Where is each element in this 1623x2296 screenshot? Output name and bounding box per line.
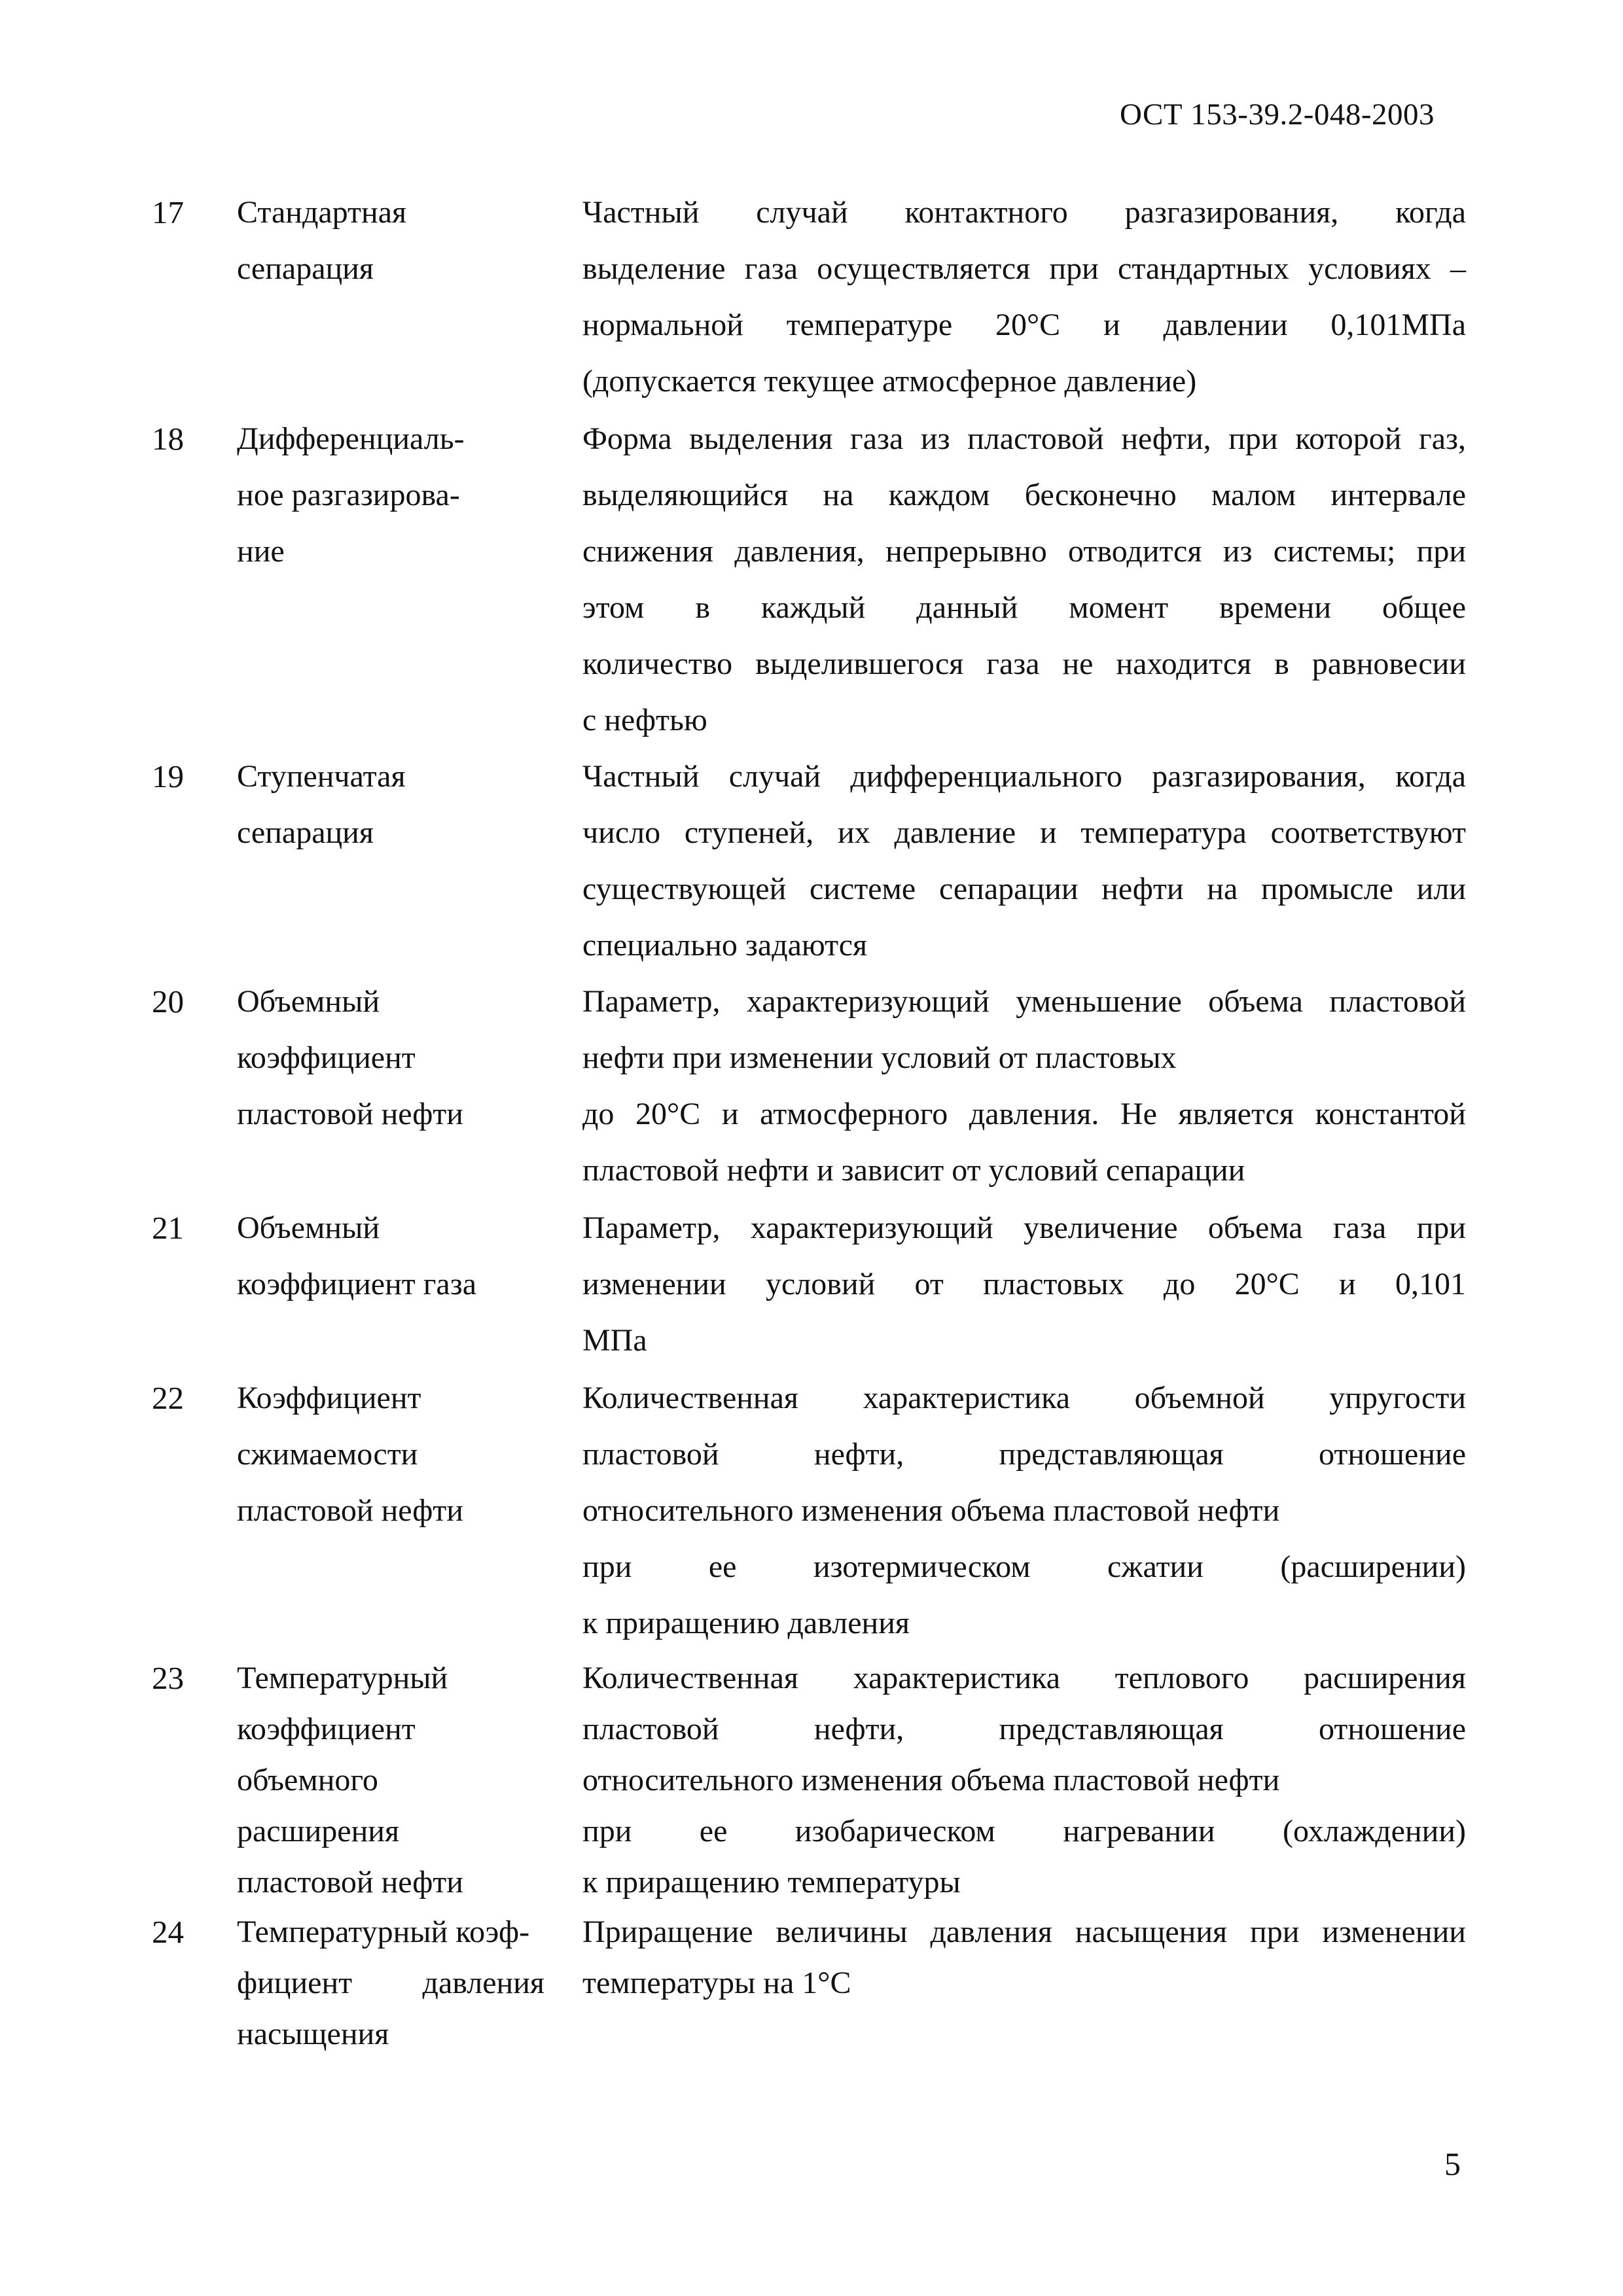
term-line: пластовой нефти (237, 1493, 463, 1528)
document-code: ОСТ 153-39.2-048-2003 (1119, 97, 1435, 132)
entry-definition (582, 411, 1466, 749)
definition-line: до 20°С и атмосферного давления. Не является константой (582, 1097, 1466, 1131)
entry-number: 17 (152, 194, 184, 230)
term-line: коэффициент (237, 1040, 416, 1075)
definition-line: пластовой нефти, представляющая отношение (582, 1437, 1466, 1472)
term-line: Стандартная (237, 195, 407, 230)
term-word: фициент (237, 1966, 353, 2000)
glossary-entry (0, 1907, 1623, 2060)
term-line: пластовой нефти (237, 1097, 463, 1131)
entry-number: 18 (152, 421, 184, 457)
term-line: Ступенчатая (237, 759, 406, 794)
definition-line: этом в каждый данный момент времени общее (582, 590, 1466, 625)
glossary-entry (0, 749, 1623, 963)
term-line: Коэффициент (237, 1381, 421, 1415)
entry-term (152, 749, 582, 861)
term-line (237, 1958, 544, 2009)
glossary-entry (0, 185, 1623, 398)
definition-line: Параметр, характеризующий уменьшение объема пластовой (582, 984, 1466, 1019)
entry-term (152, 1200, 582, 1313)
entry-definition (582, 749, 1466, 974)
term-line: Температурный коэф- (237, 1915, 530, 1949)
definition-line: Количественная характеристика теплового расширения (582, 1661, 1466, 1695)
definition-line: (допускается текущее атмосферное давление) (582, 364, 1197, 398)
definition-line: специально задаются (582, 928, 868, 963)
term-line: ное разгазирова- (237, 478, 460, 512)
entry-term (152, 1907, 582, 2060)
term-line: Объемный (237, 984, 380, 1019)
term-line: ние (237, 534, 285, 569)
glossary-entry (0, 974, 1623, 1188)
entry-number: 23 (152, 1660, 184, 1696)
definition-line: изменении условий от пластовых до 20°С и 0,101 (582, 1267, 1466, 1301)
definition-line: при ее изобарическом нагревании (охлаждении) (582, 1814, 1466, 1848)
definition-line: существующей системе сепарации нефти на промысле или (582, 872, 1466, 906)
definition-line: к приращению давления (582, 1606, 910, 1640)
definition-line: пластовой нефти и зависит от условий сепарации (582, 1153, 1245, 1188)
page-number: 5 (1444, 2146, 1461, 2182)
entry-number: 20 (152, 983, 184, 1019)
definition-line: при ее изотермическом сжатии (расширении) (582, 1549, 1466, 1584)
term-line: коэффициент (237, 1712, 416, 1746)
definition-line: относительного изменения объема пластовой нефти (582, 1493, 1280, 1528)
entry-number: 22 (152, 1380, 184, 1416)
definition-line: число ступеней, их давление и температура соответствуют (582, 815, 1466, 850)
entry-number: 21 (152, 1210, 184, 1246)
term-word: давления (422, 1966, 544, 2000)
entry-definition (582, 1653, 1466, 1908)
term-line: сепарация (237, 251, 374, 286)
definition-line: Частный случай контактного разгазирования, когда (582, 195, 1466, 230)
definition-line: Приращение величины давления насыщения при изменении (582, 1915, 1466, 1949)
definition-line: Количественная характеристика объемной упругости (582, 1381, 1466, 1415)
entry-definition (582, 185, 1466, 410)
definition-line: выделяющийся на каждом бесконечно малом интервале (582, 478, 1466, 512)
term-line: сжимаемости (237, 1437, 418, 1472)
definition-line: количество выделившегося газа не находится в равновесии (582, 646, 1466, 681)
definition-line: пластовой нефти, представляющая отношение (582, 1712, 1466, 1746)
definition-line: с нефтью (582, 703, 707, 737)
definition-line: Параметр, характеризующий увеличение объема газа при (582, 1210, 1466, 1245)
definition-line: относительного изменения объема пластовой нефти (582, 1763, 1280, 1797)
definition-line: температуры на 1°С (582, 1966, 851, 2000)
glossary-entry (0, 1370, 1623, 1640)
entry-definition (582, 1370, 1466, 1651)
definition-line: снижения давления, непрерывно отводится из системы; при (582, 534, 1466, 569)
definition-line: МПа (582, 1323, 647, 1358)
entry-term (152, 411, 582, 580)
definition-line: Частный случай дифференциального разгазирования, когда (582, 759, 1466, 794)
term-line: расширения (237, 1814, 400, 1848)
entry-term (152, 974, 582, 1142)
term-line: насыщения (237, 2017, 389, 2051)
entry-definition (582, 974, 1466, 1199)
entry-number: 19 (152, 758, 184, 794)
definition-line: нефти при изменении условий от пластовых (582, 1040, 1177, 1075)
glossary-entry (0, 1653, 1623, 1908)
definition-line: нормальной температуре 20°С и давлении 0,101МПа (582, 308, 1466, 342)
term-line: коэффициент газа (237, 1267, 476, 1301)
definition-line: выделение газа осуществляется при стандартных условиях – (582, 251, 1466, 286)
entry-definition (582, 1200, 1466, 1369)
glossary-entry (0, 411, 1623, 737)
term-line: сепарация (237, 815, 374, 850)
entry-term (152, 185, 582, 297)
entry-number: 24 (152, 1914, 184, 1950)
definition-line: к приращению температуры (582, 1865, 961, 1899)
term-line: Объемный (237, 1210, 380, 1245)
term-line: Температурный (237, 1661, 448, 1695)
term-line: объемного (237, 1763, 378, 1797)
term-line: пластовой нефти (237, 1865, 463, 1899)
entry-term (152, 1653, 582, 1908)
entry-definition (582, 1907, 1466, 2009)
entry-term (152, 1370, 582, 1539)
definition-line: Форма выделения газа из пластовой нефти, при которой газ, (582, 421, 1466, 456)
glossary-entry (0, 1200, 1623, 1358)
term-line: Дифференциаль- (237, 421, 465, 456)
